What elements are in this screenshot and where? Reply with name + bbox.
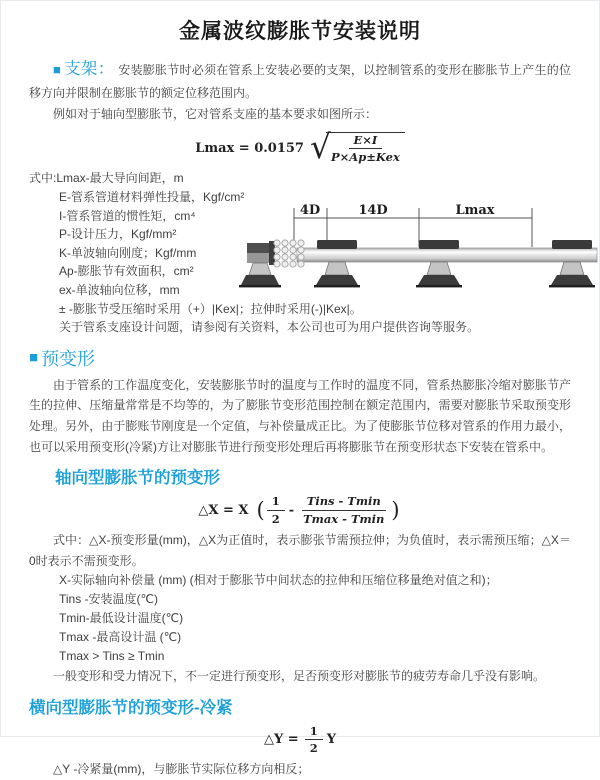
definition-item: Tmin-最低设计温度(℃) (59, 611, 184, 626)
axial-predeform-subheading: 轴向型膨胀节的预变形 (55, 469, 220, 488)
support-section-heading: 支架： (64, 60, 115, 78)
temperature-fraction (298, 494, 389, 526)
axial-definition-list (59, 571, 571, 666)
fraction-numerator: Tins - Tmin (302, 494, 386, 510)
half-fraction (305, 724, 323, 756)
guide-spacing-formula (29, 127, 571, 166)
axial-note: 一般变形和受力情况下，不一定进行预变形，足否预变形对膨胀节的疲劳寿命几乎没有影响。 (53, 668, 546, 683)
formula-lhs: △Y = (264, 731, 299, 747)
fraction-denominator: 2 (309, 740, 318, 755)
formula-lhs: △X = X (198, 502, 249, 518)
definition-item: Tins -安装温度(℃) (59, 592, 159, 607)
axial-predeform-formula (29, 494, 571, 526)
fraction-numerator: 1 (267, 494, 285, 510)
minus-operator: - (288, 502, 295, 518)
definition-item: X-实际轴向补偿量 (mm) (相对于膨胀节中间状态的拉伸和压缩位移量绝对值之和)； (59, 573, 498, 588)
definition-item: 式中:Lmax-最大导向间距，m (29, 171, 184, 186)
fraction-numerator: 1 (305, 724, 323, 740)
predeform-heading-text: 预变形 (41, 348, 96, 369)
definition-item: ex-单波轴向位移，mm (59, 282, 180, 297)
definition-item: Ap-膨胀节有效面积，cm² (59, 264, 194, 279)
pipe-support-diagram (245, 198, 597, 294)
support-intro-text: 安装膨胀节时必须在管系上安装必要的支架，以控制管系的变形在膨胀节上产生的位移方向并限制在膨胀节的额定位移范围内。 (29, 63, 571, 101)
lateral-formula-explain: △Y -冷紧量(mm)，与膨胀节实际位移方向相反； (53, 762, 310, 777)
axial-formula-explain: 式中：△X-预变形量(mm)，△X为正值时，表示膨张节需预拉伸；为负值时，表示需预压缩；△X＝0时表示不需预变形。 (29, 532, 571, 568)
fraction-denominator: P×Ap±Kex (331, 150, 400, 164)
section-marker-icon: ■ (29, 349, 39, 367)
pipe (297, 248, 597, 262)
dimension-label-lmax: Lmax (455, 203, 495, 219)
lateral-coldtight-formula (29, 724, 571, 756)
predeform-body-paragraph: 由于管系的工作温度变化，安装膨胀节时的温度与工作时的温度不同，管系热膨胀冷缩对膨胀节产生的拉伸、压缩量常常是不均等的，为了膨胀节变形范围控制在额定范围内，需要对膨胀节采取预变形处理。另外，由于膨账节刚度是一个定值，与补偿量成正比。为了使膨胀节位移对管系的作用力最小，也可以采用预变形(冷紧)方让对膨胀节进行预变形处理后再将膨胀节在预变形状态下安装在管系中。 (29, 377, 571, 454)
formula-lhs: Lmax = 0.0157 (195, 140, 304, 156)
definition-item: P-设计压力，Kgf/mm² (59, 227, 177, 242)
guide-support (549, 240, 595, 287)
support-intro-paragraph (29, 55, 571, 104)
lateral-predeform-subheading: 横向型膨胀节的预变形-冷紧 (29, 698, 233, 717)
page-title: 金属波纹膨胀节安装说明 (179, 20, 421, 43)
definition-item: Tmax -最高设计温 (℃) (59, 630, 182, 645)
support-example-line: 例如对于轴向型膨胀节，它对管系支座的基本要求如图所示： (53, 107, 378, 121)
sqrt-symbol: √ (309, 127, 331, 166)
dimension-label-14d: 14D (358, 203, 388, 219)
definition-item: ± -膨胀节受压缩时采用（+）|Kex|；拉伸时采用(-)|Kex|。 (59, 301, 362, 316)
dimension-label-4d: 4D (299, 203, 321, 219)
definition-item: E-管系管道材料弹性投量，Kgf/cm² (59, 189, 245, 204)
fraction-denominator: 2 (271, 511, 280, 526)
guide-support (314, 240, 360, 287)
predeform-section-heading (29, 345, 571, 371)
open-paren: ( (256, 497, 265, 522)
formula-fraction (326, 132, 405, 165)
definition-item: Tmax > Tins ≥ Tmin (59, 649, 165, 664)
fraction-numerator: E×I (349, 133, 383, 149)
close-paren: ) (391, 497, 400, 522)
guide-support (416, 240, 462, 287)
definitions-and-diagram (29, 169, 571, 336)
support-note: 关于管系支座设计问题，请参阅有关资料，本公司也可为用户提供咨询等服务。 (59, 320, 480, 335)
definition-item: I-管系管道的惯性矩，cm⁴ (59, 208, 196, 223)
half-fraction (267, 494, 285, 526)
formula-rhs: Y (326, 731, 336, 747)
fraction-denominator: Tmax - Tmin (303, 511, 385, 526)
definition-item: K-单波轴向刚度；Kgf/mm (59, 245, 197, 260)
section-marker-icon: ■ (53, 62, 62, 77)
